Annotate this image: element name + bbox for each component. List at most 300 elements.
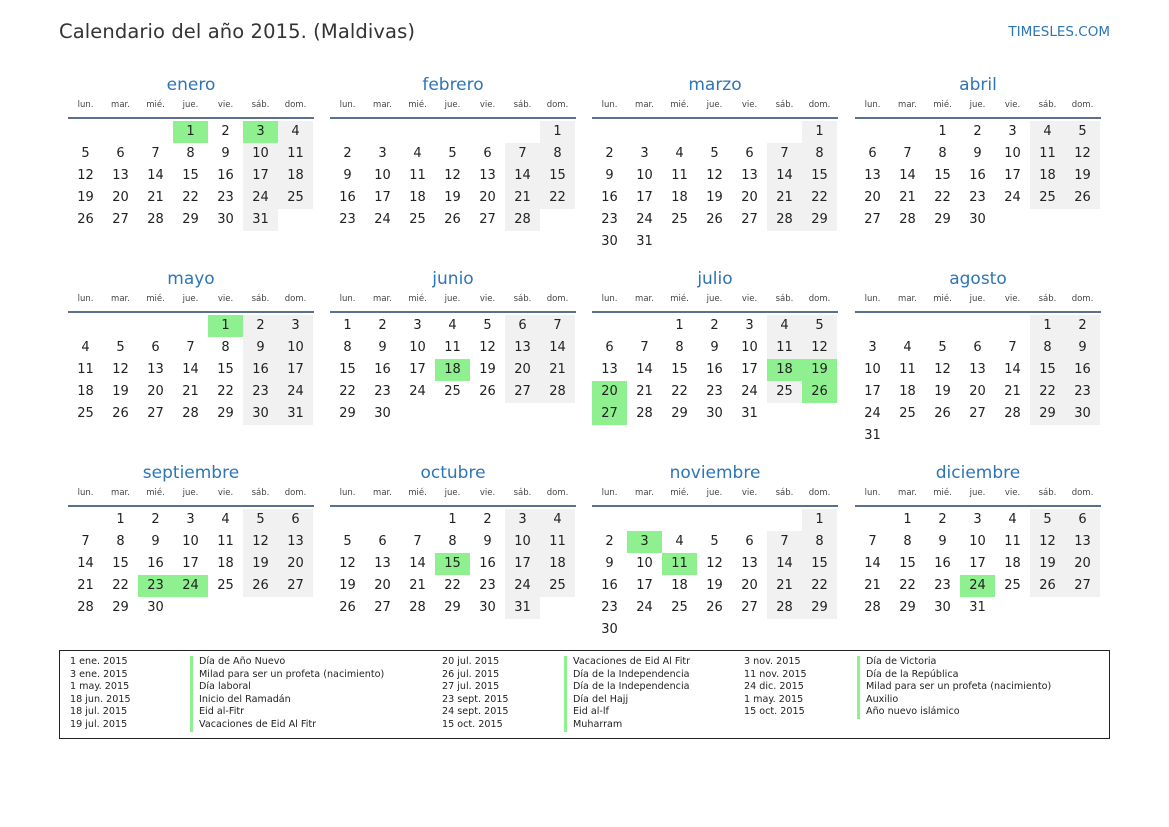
day-cell: 23	[601, 600, 618, 615]
weekday-label: dom.	[284, 294, 307, 304]
day-cell: 11	[278, 143, 313, 165]
day-cell: 3	[278, 315, 313, 337]
day-cell: 7	[640, 340, 649, 355]
day-cell: 16	[601, 190, 618, 205]
day-cell: 4	[448, 318, 457, 333]
day-cell: 19	[934, 384, 951, 399]
holiday-day: 20	[592, 381, 627, 403]
holiday-day: 1	[173, 121, 208, 143]
day-cell: 16	[934, 556, 951, 571]
weekday-label: mié.	[670, 488, 689, 498]
day-cell: 21	[864, 578, 881, 593]
weekday-header	[855, 294, 1101, 308]
day-cell: 6	[151, 340, 160, 355]
day-cell: 6	[973, 340, 982, 355]
day-cell: 13	[864, 168, 881, 183]
day-cell: 29	[444, 600, 461, 615]
holiday-day: 3	[243, 121, 278, 143]
day-cell: 29	[899, 600, 916, 615]
day-cell: 9	[243, 337, 278, 359]
day-cell: 1	[1030, 315, 1065, 337]
day-cell: 30	[706, 406, 723, 421]
legend-date: 3 ene. 2015	[70, 668, 128, 680]
day-cell: 3	[378, 146, 387, 161]
day-cell: 15	[899, 556, 916, 571]
weekday-label: jue.	[444, 294, 461, 304]
day-cell: 30	[601, 234, 618, 249]
day-cell: 28	[899, 212, 916, 227]
day-cell: 31	[278, 403, 313, 425]
weekday-label: vie.	[1004, 294, 1021, 304]
holiday-day: 27	[592, 403, 627, 425]
day-cell: 11	[1004, 534, 1021, 549]
day-cell: 15	[934, 168, 951, 183]
day-cell: 12	[77, 168, 94, 183]
weekday-label: dom.	[808, 294, 831, 304]
weekday-label: jue.	[706, 100, 723, 110]
month-name: agosto	[949, 269, 1007, 289]
weekday-label: mar.	[111, 488, 130, 498]
weekday-label: jue.	[182, 488, 199, 498]
day-cell: 30	[217, 212, 234, 227]
month-name: abril	[959, 75, 997, 95]
day-cell: 25	[444, 384, 461, 399]
day-cell: 28	[540, 381, 575, 403]
weekday-label: mar.	[898, 488, 917, 498]
day-cell: 26	[112, 406, 129, 421]
month-name: septiembre	[142, 463, 240, 483]
day-cell: 9	[483, 534, 492, 549]
legend-holiday-name: Día de la Independencia	[564, 681, 690, 694]
day-cell: 1	[540, 121, 575, 143]
day-cell: 19	[479, 362, 496, 377]
legend-date: 20 jul. 2015	[442, 656, 500, 667]
weekday-label: vie.	[1004, 100, 1021, 110]
day-cell: 2	[378, 318, 387, 333]
day-cell: 9	[1065, 337, 1100, 359]
day-cell: 10	[409, 340, 426, 355]
day-cell: 8	[675, 340, 684, 355]
day-cell: 21	[636, 384, 653, 399]
day-cell: 5	[116, 340, 125, 355]
day-cell: 4	[540, 509, 575, 531]
day-cell: 14	[636, 362, 653, 377]
legend-date: 1 may. 2015	[744, 693, 804, 705]
day-cell: 26	[706, 600, 723, 615]
day-cell: 22	[112, 578, 129, 593]
day-cell: 9	[605, 168, 614, 183]
day-cell: 31	[969, 600, 986, 615]
day-cell: 15	[112, 556, 129, 571]
month-name: junio	[432, 269, 474, 289]
day-cell: 10	[374, 168, 391, 183]
day-cell: 4	[81, 340, 90, 355]
day-cell: 29	[802, 209, 837, 231]
day-cell: 13	[112, 168, 129, 183]
day-cell: 17	[864, 384, 881, 399]
day-cell: 16	[706, 362, 723, 377]
day-cell: 12	[243, 531, 278, 553]
weekday-label: dom.	[808, 488, 831, 498]
day-cell: 12	[444, 168, 461, 183]
legend-date: 24 sept. 2015	[442, 706, 509, 718]
legend-holiday-name: Vacaciones de Eid Al Fitr	[190, 719, 384, 732]
day-cell: 17	[374, 190, 391, 205]
day-cell: 8	[1030, 337, 1065, 359]
weekday-label: lun.	[864, 294, 881, 304]
weekday-label: vie.	[741, 488, 758, 498]
day-cell: 2	[605, 534, 614, 549]
day-cell: 14	[864, 556, 881, 571]
legend-date: 1 may. 2015	[70, 681, 130, 693]
day-cell: 30	[934, 600, 951, 615]
day-cell: 11	[77, 362, 94, 377]
day-cell: 21	[1004, 384, 1021, 399]
day-cell: 28	[182, 406, 199, 421]
weekday-label: vie.	[217, 294, 234, 304]
day-cell: 6	[483, 146, 492, 161]
site-link[interactable]: TIMESLES.COM	[1008, 24, 1110, 40]
day-cell: 12	[934, 362, 951, 377]
day-cell: 20	[969, 384, 986, 399]
weekday-label: mié.	[146, 100, 165, 110]
day-cell: 30	[969, 212, 986, 227]
day-cell: 30	[479, 600, 496, 615]
day-cell: 13	[147, 362, 164, 377]
weekday-label: vie.	[217, 488, 234, 498]
legend-dates-column	[70, 656, 131, 732]
legend-date: 15 oct. 2015	[442, 718, 503, 730]
day-cell: 25	[1030, 187, 1065, 209]
weekday-label: dom.	[546, 294, 569, 304]
day-cell: 2	[605, 146, 614, 161]
day-cell: 20	[741, 578, 758, 593]
day-cell: 17	[1004, 168, 1021, 183]
day-cell: 3	[868, 340, 877, 355]
day-cell: 23	[339, 212, 356, 227]
day-cell: 13	[374, 556, 391, 571]
day-cell: 20	[505, 359, 540, 381]
legend-date: 18 jun. 2015	[70, 693, 131, 705]
day-cell: 15	[182, 168, 199, 183]
day-cell: 26	[77, 212, 94, 227]
weekday-label: mié.	[146, 488, 165, 498]
day-cell: 23	[479, 578, 496, 593]
weekday-label: lun.	[77, 488, 94, 498]
day-cell: 25	[899, 406, 916, 421]
day-cell: 29	[802, 597, 837, 619]
legend-holiday-name: Día del Hajj	[564, 694, 690, 707]
header-divider	[855, 311, 1101, 313]
day-cell: 7	[767, 531, 802, 553]
day-cell: 4	[1008, 512, 1017, 527]
legend-holiday-name: Año nuevo islámico	[857, 706, 1051, 719]
weekday-label: mié.	[933, 294, 952, 304]
day-cell: 28	[147, 212, 164, 227]
month-name: enero	[166, 75, 216, 95]
day-cell: 28	[636, 406, 653, 421]
day-cell: 26	[1065, 187, 1100, 209]
day-cell: 18	[1030, 165, 1065, 187]
day-cell: 2	[1065, 315, 1100, 337]
day-cell: 10	[741, 340, 758, 355]
weekday-label: jue.	[706, 294, 723, 304]
day-cell: 3	[505, 509, 540, 531]
day-cell: 14	[77, 556, 94, 571]
day-cell: 11	[899, 362, 916, 377]
day-cell: 21	[409, 578, 426, 593]
day-cell: 16	[1065, 359, 1100, 381]
day-cell: 6	[378, 534, 387, 549]
weekday-label: sáb.	[513, 100, 532, 110]
day-cell: 19	[339, 578, 356, 593]
weekday-label: mié.	[408, 100, 427, 110]
day-cell: 26	[339, 600, 356, 615]
day-cell: 18	[671, 190, 688, 205]
day-cell: 7	[81, 534, 90, 549]
day-cell: 25	[671, 600, 688, 615]
day-cell: 16	[601, 578, 618, 593]
day-cell: 3	[640, 146, 649, 161]
day-cell: 24	[1004, 190, 1021, 205]
day-cell: 17	[741, 362, 758, 377]
day-cell: 21	[767, 575, 802, 597]
day-cell: 9	[710, 340, 719, 355]
day-cell: 30	[601, 622, 618, 637]
legend-holiday-name: Vacaciones de Eid Al Fitr	[564, 656, 690, 669]
day-cell: 12	[112, 362, 129, 377]
holiday-day: 18	[767, 359, 802, 381]
day-cell: 19	[1030, 553, 1065, 575]
day-cell: 11	[444, 340, 461, 355]
day-cell: 12	[1065, 143, 1100, 165]
weekday-header	[330, 100, 576, 114]
day-cell: 29	[217, 406, 234, 421]
day-cell: 24	[278, 381, 313, 403]
day-cell: 10	[1004, 146, 1021, 161]
month-name: noviembre	[669, 463, 761, 483]
day-cell: 28	[409, 600, 426, 615]
day-cell: 24	[243, 187, 278, 209]
weekday-label: vie.	[217, 100, 234, 110]
legend-holiday-name: Milad para ser un profeta (nacimiento)	[857, 681, 1051, 694]
day-cell: 20	[278, 553, 313, 575]
day-cell: 15	[217, 362, 234, 377]
day-cell: 22	[934, 190, 951, 205]
legend-date: 11 nov. 2015	[744, 668, 807, 680]
day-cell: 22	[444, 578, 461, 593]
day-cell: 3	[745, 318, 754, 333]
day-cell: 22	[217, 384, 234, 399]
day-cell: 16	[243, 359, 278, 381]
day-cell: 10	[505, 531, 540, 553]
day-cell: 5	[1030, 509, 1065, 531]
day-cell: 7	[767, 143, 802, 165]
weekday-label: sáb.	[513, 488, 532, 498]
day-cell: 21	[505, 187, 540, 209]
day-cell: 7	[413, 534, 422, 549]
legend-holiday-name: Milad para ser un profeta (nacimiento)	[190, 669, 384, 682]
day-cell: 19	[112, 384, 129, 399]
day-cell: 7	[505, 143, 540, 165]
day-cell: 26	[934, 406, 951, 421]
day-cell: 20	[112, 190, 129, 205]
legend-date: 23 sept. 2015	[442, 693, 509, 705]
day-cell: 29	[112, 600, 129, 615]
day-cell: 23	[374, 384, 391, 399]
day-cell: 8	[540, 143, 575, 165]
weekday-label: dom.	[808, 100, 831, 110]
day-cell: 4	[1030, 121, 1065, 143]
day-cell: 19	[77, 190, 94, 205]
day-cell: 18	[278, 165, 313, 187]
weekday-label: vie.	[479, 294, 496, 304]
day-cell: 11	[671, 168, 688, 183]
day-cell: 30	[243, 403, 278, 425]
day-cell: 11	[767, 337, 802, 359]
legend-date: 15 oct. 2015	[744, 706, 805, 718]
weekday-header	[330, 488, 576, 502]
day-cell: 12	[706, 168, 723, 183]
day-cell: 2	[151, 512, 160, 527]
day-cell: 9	[605, 556, 614, 571]
day-cell: 2	[343, 146, 352, 161]
day-cell: 20	[864, 190, 881, 205]
weekday-header	[855, 100, 1101, 114]
day-cell: 10	[278, 337, 313, 359]
day-cell: 15	[339, 362, 356, 377]
day-cell: 27	[479, 212, 496, 227]
holiday-day: 11	[662, 553, 697, 575]
month-name: mayo	[167, 269, 215, 289]
holiday-day: 26	[802, 381, 837, 403]
weekday-label: sáb.	[251, 488, 270, 498]
day-cell: 4	[675, 146, 684, 161]
day-cell: 11	[1030, 143, 1065, 165]
weekday-label: mar.	[898, 294, 917, 304]
header-divider	[592, 505, 838, 507]
weekday-label: dom.	[546, 488, 569, 498]
day-cell: 31	[741, 406, 758, 421]
day-cell: 14	[147, 168, 164, 183]
day-cell: 25	[77, 406, 94, 421]
weekday-label: lun.	[339, 100, 356, 110]
weekday-label: vie.	[741, 294, 758, 304]
header-divider	[592, 311, 838, 313]
weekday-label: jue.	[444, 100, 461, 110]
day-cell: 5	[483, 318, 492, 333]
legend-holiday-name: Eid al-lf	[564, 706, 690, 719]
day-cell: 8	[448, 534, 457, 549]
header-divider	[330, 311, 576, 313]
day-cell: 10	[636, 556, 653, 571]
weekday-label: jue.	[444, 488, 461, 498]
day-cell: 13	[741, 556, 758, 571]
day-cell: 17	[636, 578, 653, 593]
weekday-header	[592, 100, 838, 114]
day-cell: 31	[636, 234, 653, 249]
day-cell: 31	[243, 209, 278, 231]
day-cell: 29	[182, 212, 199, 227]
day-cell: 22	[540, 187, 575, 209]
day-cell: 2	[710, 318, 719, 333]
day-cell: 20	[741, 190, 758, 205]
day-cell: 20	[1065, 553, 1100, 575]
day-cell: 27	[278, 575, 313, 597]
day-cell: 24	[864, 406, 881, 421]
day-cell: 9	[151, 534, 160, 549]
weekday-label: mié.	[670, 100, 689, 110]
day-cell: 15	[1030, 359, 1065, 381]
day-cell: 18	[1004, 556, 1021, 571]
weekday-label: lun.	[77, 100, 94, 110]
day-cell: 27	[741, 212, 758, 227]
day-cell: 24	[409, 384, 426, 399]
day-cell: 8	[903, 534, 912, 549]
day-cell: 6	[605, 340, 614, 355]
weekday-label: mié.	[933, 100, 952, 110]
day-cell: 13	[1065, 531, 1100, 553]
day-cell: 16	[147, 556, 164, 571]
weekday-label: mar.	[373, 488, 392, 498]
day-cell: 18	[409, 190, 426, 205]
day-cell: 19	[444, 190, 461, 205]
day-cell: 7	[151, 146, 160, 161]
day-cell: 7	[1008, 340, 1017, 355]
day-cell: 14	[182, 362, 199, 377]
day-cell: 2	[483, 512, 492, 527]
day-cell: 19	[706, 190, 723, 205]
day-cell: 6	[745, 534, 754, 549]
day-cell: 13	[278, 531, 313, 553]
day-cell: 21	[182, 384, 199, 399]
day-cell: 8	[938, 146, 947, 161]
day-cell: 22	[899, 578, 916, 593]
day-cell: 22	[671, 384, 688, 399]
day-cell: 6	[745, 146, 754, 161]
weekday-header	[68, 488, 314, 502]
day-cell: 7	[540, 315, 575, 337]
day-cell: 12	[1030, 531, 1065, 553]
day-cell: 28	[767, 209, 802, 231]
weekday-label: mar.	[111, 100, 130, 110]
weekday-label: vie.	[479, 100, 496, 110]
day-cell: 5	[243, 509, 278, 531]
day-cell: 9	[378, 340, 387, 355]
day-cell: 22	[802, 187, 837, 209]
day-cell: 9	[343, 168, 352, 183]
day-cell: 15	[802, 553, 837, 575]
day-cell: 27	[741, 600, 758, 615]
day-cell: 2	[243, 315, 278, 337]
day-cell: 29	[934, 212, 951, 227]
weekday-label: vie.	[741, 100, 758, 110]
day-cell: 8	[186, 146, 195, 161]
legend-holiday-name: Día de la Independencia	[564, 669, 690, 682]
day-cell: 22	[339, 384, 356, 399]
day-cell: 12	[706, 556, 723, 571]
legend-date: 26 jul. 2015	[442, 668, 500, 680]
day-cell: 5	[1065, 121, 1100, 143]
weekday-label: jue.	[969, 488, 986, 498]
day-cell: 13	[479, 168, 496, 183]
day-cell: 9	[973, 146, 982, 161]
day-cell: 5	[710, 146, 719, 161]
day-cell: 9	[938, 534, 947, 549]
day-cell: 19	[1065, 165, 1100, 187]
day-cell: 25	[409, 212, 426, 227]
day-cell: 13	[741, 168, 758, 183]
